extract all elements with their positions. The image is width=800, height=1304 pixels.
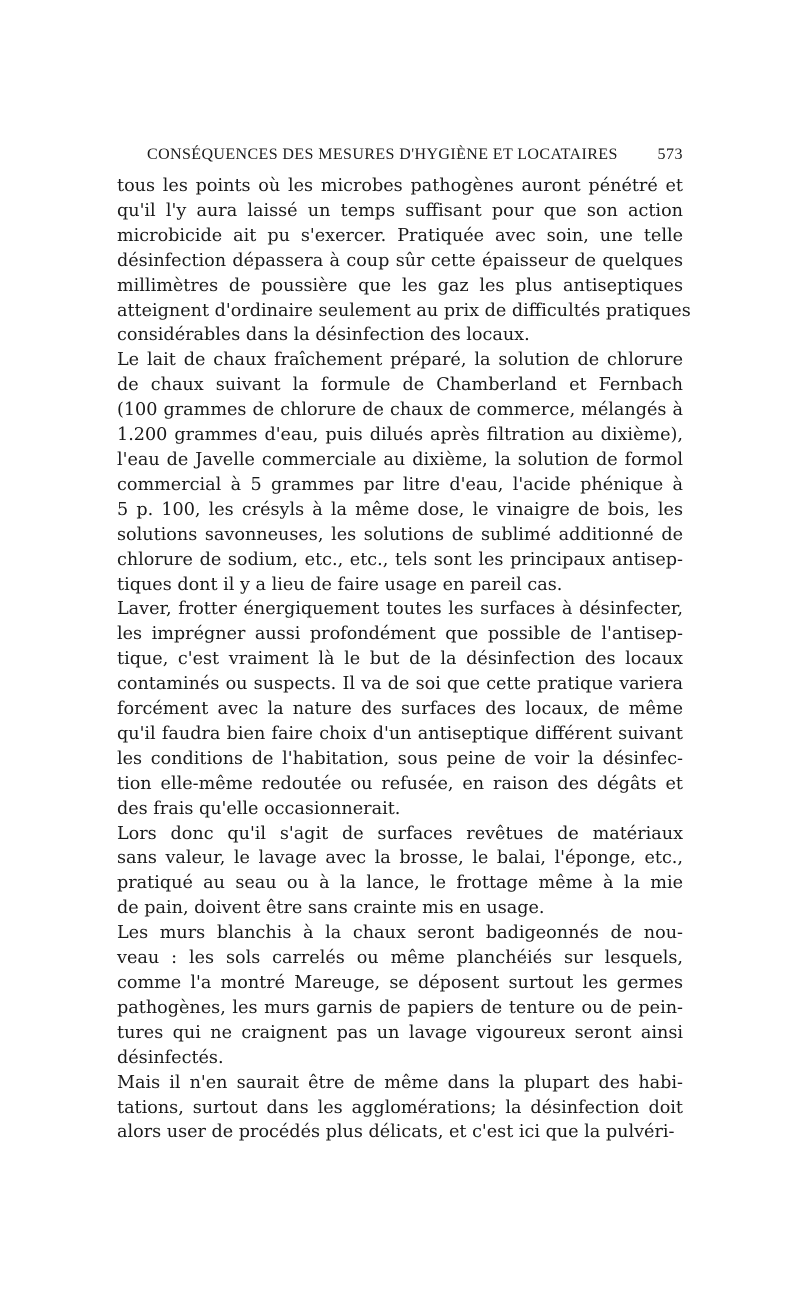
paragraph: [117, 1071, 683, 1146]
body-text: [117, 174, 691, 1145]
paragraph: [117, 921, 683, 1070]
text-line: de chaux suivant la formule de Chamberland et Fernbach: [117, 375, 683, 396]
running-head: [117, 146, 683, 164]
text-line: Le lait de chaux fraîchement préparé, la solution de chlorure: [117, 350, 683, 371]
text-line: microbicide ait pu s'exercer. Pratiquée avec soin, une telle: [117, 225, 683, 246]
text-line: tures qui ne craignent pas un lavage vigoureux seront ainsi: [117, 1022, 683, 1043]
text-line: tiques dont il y a lieu de faire usage en pareil cas.: [117, 574, 563, 595]
text-line: millimètres de poussière que les gaz les plus antiseptiques: [117, 275, 683, 296]
text-line: de pain, doivent être sans crainte mis en usage.: [117, 898, 545, 919]
text-line: désinfectés.: [117, 1047, 224, 1068]
text-line: sans valeur, le lavage avec la brosse, le balai, l'éponge, etc.,: [117, 848, 683, 869]
text-line: tations, surtout dans les agglomérations; la désinfection doit: [117, 1097, 683, 1118]
running-head-title: CONSÉQUENCES DES MESURES D'HYGIÈNE ET LOCATAIRES: [147, 146, 618, 163]
page-number: 573: [657, 146, 683, 163]
text-line: chlorure de sodium, etc., etc., tels sont les principaux antisep-: [117, 549, 683, 570]
text-line: Mais il n'en saurait être de même dans la plupart des habi-: [117, 1072, 683, 1093]
book-page: [117, 146, 691, 1145]
text-line: Les murs blanchis à la chaux seront badigeonnés de nou-: [117, 923, 683, 944]
paragraph: [117, 822, 683, 922]
text-line: comme l'a montré Mareuge, se déposent surtout les germes: [117, 973, 683, 993]
text-line: veau : les sols carrelés ou même planchéiés sur lesquels,: [117, 948, 683, 969]
text-line: 5 p. 100, les crésyls à la même dose, le vinaigre de bois, les: [117, 499, 683, 520]
text-line: forcément avec la nature des surfaces des locaux, de même: [117, 699, 683, 720]
text-line: tous les points où les microbes pathogènes auront pénétré et: [117, 176, 683, 196]
text-line: désinfection dépassera à coup sûr cette épaisseur de quelques: [117, 250, 683, 271]
text-line: des frais qu'elle occasionnerait.: [117, 798, 401, 819]
text-line: les imprégner aussi profondément que possible de l'antisep-: [117, 624, 683, 645]
text-line: commercial à 5 grammes par litre d'eau, l'acide phénique à: [117, 474, 683, 495]
text-line: tion elle-même redoutée ou refusée, en raison des dégâts et: [117, 773, 683, 794]
text-line: (100 grammes de chlorure de chaux de commerce, mélangés à: [117, 400, 683, 421]
text-line: pratiqué au seau ou à la lance, le frottage même à la mie: [117, 873, 683, 894]
paragraph: [117, 174, 691, 348]
text-line: contaminés ou suspects. Il va de soi que cette pratique variera: [117, 674, 683, 695]
text-line: considérables dans la désinfection des locaux.: [117, 325, 530, 346]
paragraph: [117, 597, 683, 821]
text-line: 1.200 grammes d'eau, puis dilués après filtration au dixième),: [117, 425, 683, 446]
text-line: l'eau de Javelle commerciale au dixième, la solution de formol: [117, 449, 683, 470]
text-line: atteignent d'ordinaire seulement au prix de difficultés pratiques: [117, 300, 691, 321]
text-line: Lors donc qu'il s'agit de surfaces revêtues de matériaux: [117, 823, 683, 844]
text-line: les conditions de l'habitation, sous peine de voir la désinfec-: [117, 748, 683, 769]
text-line: alors user de procédés plus délicats, et c'est ici que la pulvéri-: [117, 1122, 675, 1143]
paragraph: [117, 348, 683, 597]
text-line: qu'il faudra bien faire choix d'un antiseptique différent suivant: [117, 723, 683, 744]
text-line: qu'il l'y aura laissé un temps suffisant pour que son action: [117, 200, 683, 221]
text-line: solutions savonneuses, les solutions de sublimé additionné de: [117, 524, 683, 545]
text-line: tique, c'est vraiment là le but de la désinfection des locaux: [117, 649, 683, 670]
text-line: pathogènes, les murs garnis de papiers de tenture ou de pein-: [117, 997, 683, 1018]
text-line: Laver, frotter énergiquement toutes les surfaces à désinfecter,: [117, 599, 683, 620]
